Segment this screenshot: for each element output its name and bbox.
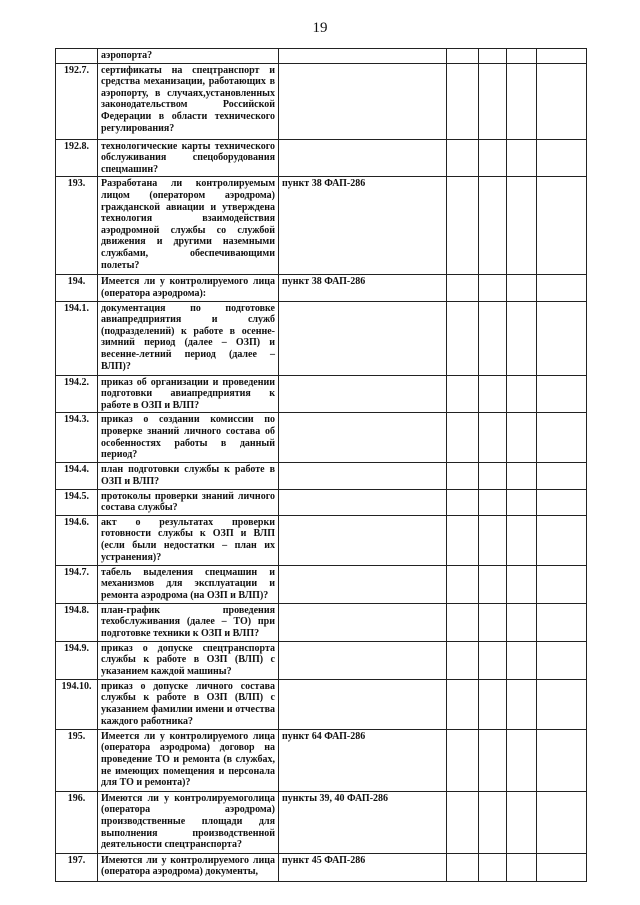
notes-cell [537,679,587,729]
answer-no-cell [479,853,507,881]
answer-na-cell [507,49,537,64]
answer-na-cell [507,603,537,641]
question-cell: сертификаты на спецтранспорт и средства механизации, работающих в аэропорту, в случаях,установленных законодательством Российской Федерации в области технического регулирования? [98,63,279,139]
answer-no-cell [479,463,507,489]
legal-reference-cell [279,49,447,64]
question-cell: приказ о допуске спецтранспорта службы к работе в ОЗП (ВЛП) с указанием каждой машины? [98,641,279,679]
question-cell: Имеется ли у контролируемого лица (оператора аэродрома) договор на проведение ТО и ремонта (в службах, не имеющих помещения и персонала для ТО и ремонта)? [98,729,279,791]
legal-reference-cell [279,139,447,177]
answer-na-cell [507,177,537,275]
answer-no-cell [479,63,507,139]
item-number-cell: 192.7. [56,63,98,139]
notes-cell [537,603,587,641]
notes-cell [537,275,587,301]
notes-cell [537,791,587,853]
question-cell: план подготовки службы к работе в ОЗП и ВЛП? [98,463,279,489]
answer-yes-cell [447,301,479,375]
legal-reference-cell [279,489,447,515]
item-number-cell: 196. [56,791,98,853]
table-row [56,375,587,413]
legal-reference-cell [279,301,447,375]
notes-cell [537,853,587,881]
answer-yes-cell [447,641,479,679]
answer-na-cell [507,275,537,301]
legal-reference-cell: пункт 38 ФАП-286 [279,177,447,275]
notes-cell [537,301,587,375]
item-number-cell: 194.9. [56,641,98,679]
table-row [56,853,587,881]
legal-reference-cell: пункт 45 ФАП-286 [279,853,447,881]
question-cell: акт о результатах проверки готовности службы к ОЗП и ВЛП (если были недостатки – план их устранения)? [98,515,279,565]
notes-cell [537,729,587,791]
answer-yes-cell [447,565,479,603]
table-row [56,489,587,515]
answer-na-cell [507,301,537,375]
answer-na-cell [507,463,537,489]
answer-yes-cell [447,413,479,463]
legal-reference-cell [279,515,447,565]
notes-cell [537,177,587,275]
answer-no-cell [479,489,507,515]
answer-na-cell [507,791,537,853]
item-number-cell: 192.8. [56,139,98,177]
answer-no-cell [479,375,507,413]
answer-yes-cell [447,853,479,881]
legal-reference-cell [279,565,447,603]
notes-cell [537,489,587,515]
table-row [56,729,587,791]
answer-yes-cell [447,139,479,177]
answer-no-cell [479,603,507,641]
notes-cell [537,139,587,177]
answer-no-cell [479,301,507,375]
question-cell: табель выделения спецмашин и механизмов для эксплуатации и ремонта аэродрома (на ОЗП и ВЛП)? [98,565,279,603]
answer-na-cell [507,139,537,177]
item-number-cell [56,49,98,64]
notes-cell [537,63,587,139]
answer-na-cell [507,853,537,881]
answer-na-cell [507,63,537,139]
answer-no-cell [479,413,507,463]
table-row [56,49,587,64]
legal-reference-cell [279,463,447,489]
legal-reference-cell [279,679,447,729]
answer-na-cell [507,515,537,565]
answer-yes-cell [447,63,479,139]
notes-cell [537,565,587,603]
legal-reference-cell [279,603,447,641]
answer-na-cell [507,489,537,515]
answer-yes-cell [447,515,479,565]
table-row [56,603,587,641]
question-cell: протоколы проверки знаний личного состава службы? [98,489,279,515]
item-number-cell: 194.5. [56,489,98,515]
table-row [56,139,587,177]
page-number: 19 [312,20,328,36]
table-row [56,413,587,463]
answer-na-cell [507,641,537,679]
answer-yes-cell [447,375,479,413]
answer-yes-cell [447,275,479,301]
answer-no-cell [479,275,507,301]
question-cell: приказ о создании комиссии по проверке знаний личного состава об особенностях работы в данный период? [98,413,279,463]
item-number-cell: 194.8. [56,603,98,641]
item-number-cell: 195. [56,729,98,791]
item-number-cell: 197. [56,853,98,881]
question-cell: Разработана ли контролируемым лицом (оператором аэродрома) гражданской авиации и утверждена технология взаимодействия аэродромной службы со службой движения и другими наземными службами, обеспечивающими полеты? [98,177,279,275]
item-number-cell: 194.2. [56,375,98,413]
answer-yes-cell [447,679,479,729]
table-row [56,301,587,375]
notes-cell [537,375,587,413]
answer-no-cell [479,177,507,275]
question-cell: аэропорта? [98,49,279,64]
checklist-table [55,48,587,882]
notes-cell [537,641,587,679]
answer-no-cell [479,49,507,64]
answer-no-cell [479,729,507,791]
answer-yes-cell [447,489,479,515]
answer-na-cell [507,679,537,729]
answer-yes-cell [447,49,479,64]
legal-reference-cell: пункт 64 ФАП-286 [279,729,447,791]
question-cell: план-график проведения техобслуживания (далее – ТО) при подготовке техники к ОЗП и ВЛП? [98,603,279,641]
legal-reference-cell [279,413,447,463]
question-cell: Имеются ли у контролируемоголица (оператора аэродрома) производственные площади для выполнения производственной деятельности спецтранспорта? [98,791,279,853]
legal-reference-cell [279,375,447,413]
answer-no-cell [479,139,507,177]
answer-yes-cell [447,463,479,489]
table-row [56,463,587,489]
item-number-cell: 194.7. [56,565,98,603]
answer-no-cell [479,791,507,853]
table-row [56,63,587,139]
notes-cell [537,515,587,565]
table-row [56,679,587,729]
legal-reference-cell: пункты 39, 40 ФАП-286 [279,791,447,853]
answer-no-cell [479,641,507,679]
table-row [56,791,587,853]
notes-cell [537,413,587,463]
item-number-cell: 194. [56,275,98,301]
item-number-cell: 194.6. [56,515,98,565]
question-cell: приказ об организации и проведении подготовки авиапредприятия к работе в ОЗП и ВЛП? [98,375,279,413]
legal-reference-cell [279,63,447,139]
answer-na-cell [507,565,537,603]
answer-na-cell [507,729,537,791]
legal-reference-cell [279,641,447,679]
question-cell: приказ о допуске личного состава службы к работе в ОЗП (ВЛП) с указанием фамилии имени и отчества каждого работника? [98,679,279,729]
item-number-cell: 194.10. [56,679,98,729]
item-number-cell: 194.4. [56,463,98,489]
table-row [56,641,587,679]
table-row [56,177,587,275]
question-cell: технологические карты технического обслуживания спецоборудования спецмашин? [98,139,279,177]
answer-yes-cell [447,791,479,853]
item-number-cell: 193. [56,177,98,275]
notes-cell [537,463,587,489]
table-row [56,275,587,301]
answer-no-cell [479,515,507,565]
answer-yes-cell [447,729,479,791]
item-number-cell: 194.1. [56,301,98,375]
checklist-body [56,49,587,882]
table-row [56,515,587,565]
answer-no-cell [479,679,507,729]
item-number-cell: 194.3. [56,413,98,463]
answer-no-cell [479,565,507,603]
answer-yes-cell [447,603,479,641]
answer-na-cell [507,413,537,463]
table-row [56,565,587,603]
legal-reference-cell: пункт 38 ФАП-286 [279,275,447,301]
question-cell: Имеется ли у контролируемого лица (оператора аэродрома): [98,275,279,301]
notes-cell [537,49,587,64]
question-cell: Имеются ли у контролируемого лица (оператора аэродрома) документы, [98,853,279,881]
question-cell: документация по подготовке авиапредприятия и служб (подразделений) к работе в осенне-зимний период (далее – ОЗП) и весенне-летний период (далее – ВЛП)? [98,301,279,375]
answer-yes-cell [447,177,479,275]
answer-na-cell [507,375,537,413]
